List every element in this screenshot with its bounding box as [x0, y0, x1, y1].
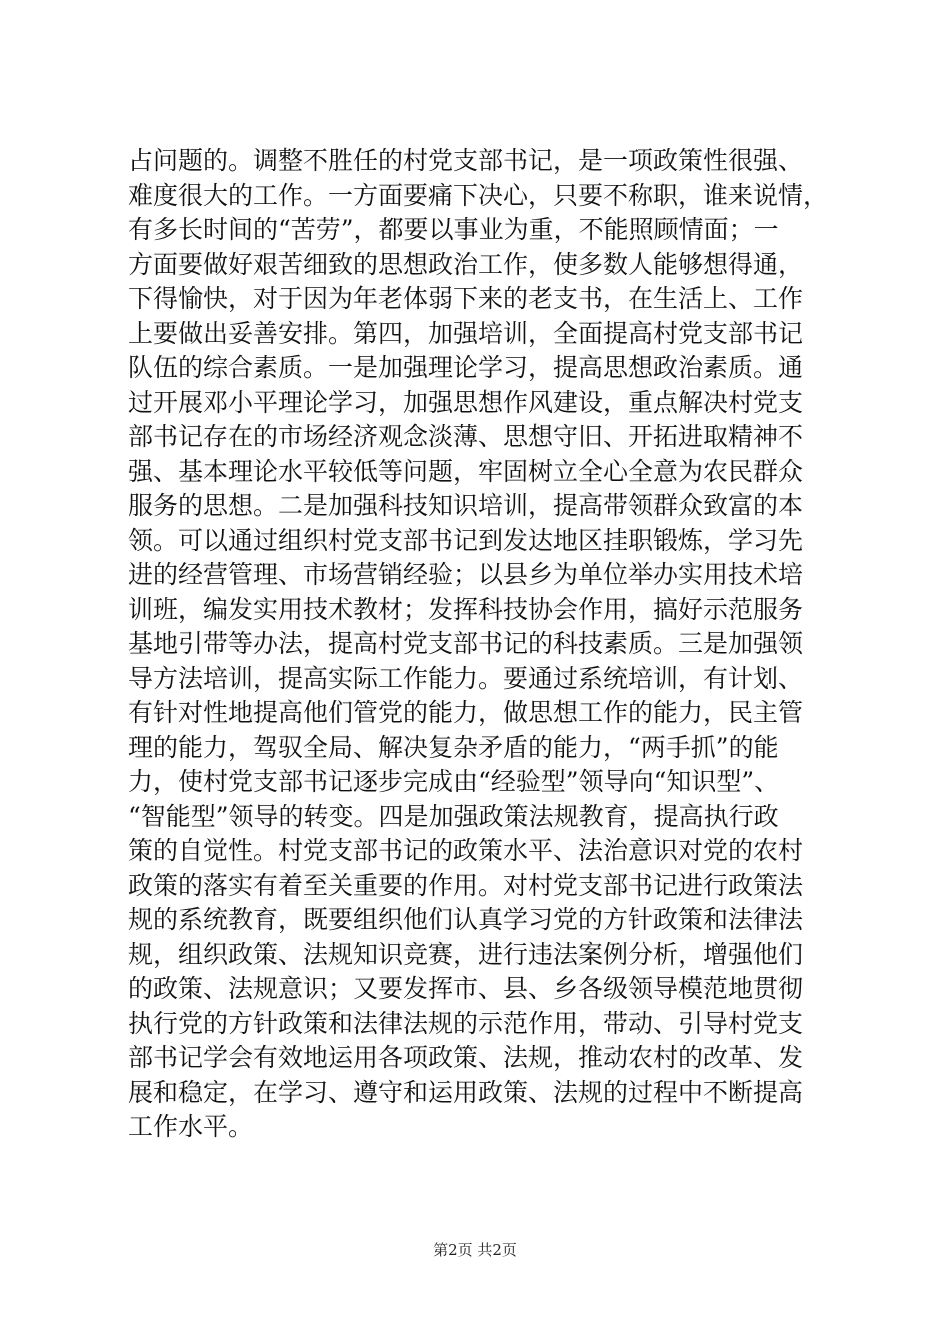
text-line: 展和稳定，在学习、遵守和运用政策、法规的过程中不断提高 — [128, 1077, 804, 1107]
text-line: 理的能力，驾驭全局、解决复杂矛盾的能力，“两手抓”的能 — [128, 732, 779, 762]
text-line: 的政策、法规意识；又要发挥市、县、乡各级领导模范地贯彻 — [128, 974, 804, 1003]
text-line: 队伍的综合素质。一是加强理论学习，提高思想政治素质。通 — [128, 353, 804, 382]
text-line: 力，使村党支部书记逐步完成由“经验型”领导向“知识型”、 — [128, 767, 780, 796]
page-number-label: 第2页 共2页 — [433, 1241, 517, 1259]
text-line: 基地引带等办法，提高村党支部书记的科技素质。三是加强领 — [128, 629, 804, 658]
text-line: 部书记存在的市场经济观念淡薄、思想守旧、开拓进取精神不 — [128, 422, 804, 451]
text-line: 训班，编发实用技术教材；发挥科技协会作用，搞好示范服务 — [128, 594, 804, 624]
text-line: 执行党的方针政策和法律法规的示范作用，带动、引导村党支 — [128, 1008, 804, 1038]
text-line: 导方法培训，提高实际工作能力。要通过系统培训，有计划、 — [128, 663, 804, 693]
text-line: 规的系统教育，既要组织他们认真学习党的方针政策和法律法 — [128, 905, 804, 934]
text-line: 过开展邓小平理论学习，加强思想作风建设，重点解决村党支 — [128, 387, 804, 417]
text-line: 规，组织政策、法规知识竞赛，进行违法案例分析，增强他们 — [128, 939, 804, 969]
text-line: 领。可以通过组织村党支部书记到发达地区挂职锻炼，学习先 — [128, 525, 804, 555]
page-footer — [0, 1240, 950, 1260]
text-line: 服务的思想。二是加强科技知识培训，提高带领群众致富的本 — [128, 491, 804, 520]
text-line: 占问题的。调整不胜任的村党支部书记，是一项政策性很强、 — [128, 146, 804, 175]
text-line: 部书记学会有效地运用各项政策、法规，推动农村的改革、发 — [128, 1043, 804, 1072]
text-line: 政策的落实有着至关重要的作用。对村党支部书记进行政策法 — [128, 870, 804, 900]
text-line: 进的经营管理、市场营销经验；以县乡为单位举办实用技术培 — [128, 560, 804, 589]
text-line: “智能型”领导的转变。四是加强政策法规教育，提高执行政 — [128, 801, 779, 831]
text-line: 下得愉快，对于因为年老体弱下来的老支书，在生活上、工作 — [128, 284, 804, 313]
text-line: 强、基本理论水平较低等问题，牢固树立全心全意为农民群众 — [128, 456, 804, 486]
text-line: 上要做出妥善安排。第四，加强培训，全面提高村党支部书记 — [128, 318, 804, 348]
text-line: 难度很大的工作。一方面要痛下决心，只要不称职，谁来说情， — [128, 180, 829, 210]
text-line: 有针对性地提高他们管党的能力，做思想工作的能力，民主管 — [128, 698, 804, 727]
text-line: 有多长时间的“苦劳”，都要以事业为重，不能照顾情面；一 — [128, 215, 779, 244]
text-line: 方面要做好艰苦细致的思想政治工作，使多数人能够想得通， — [128, 249, 804, 279]
text-line: 策的自觉性。村党支部书记的政策水平、法治意识对党的农村 — [128, 836, 804, 865]
text-line: 工作水平。 — [128, 1112, 254, 1141]
document-body — [128, 144, 840, 1145]
